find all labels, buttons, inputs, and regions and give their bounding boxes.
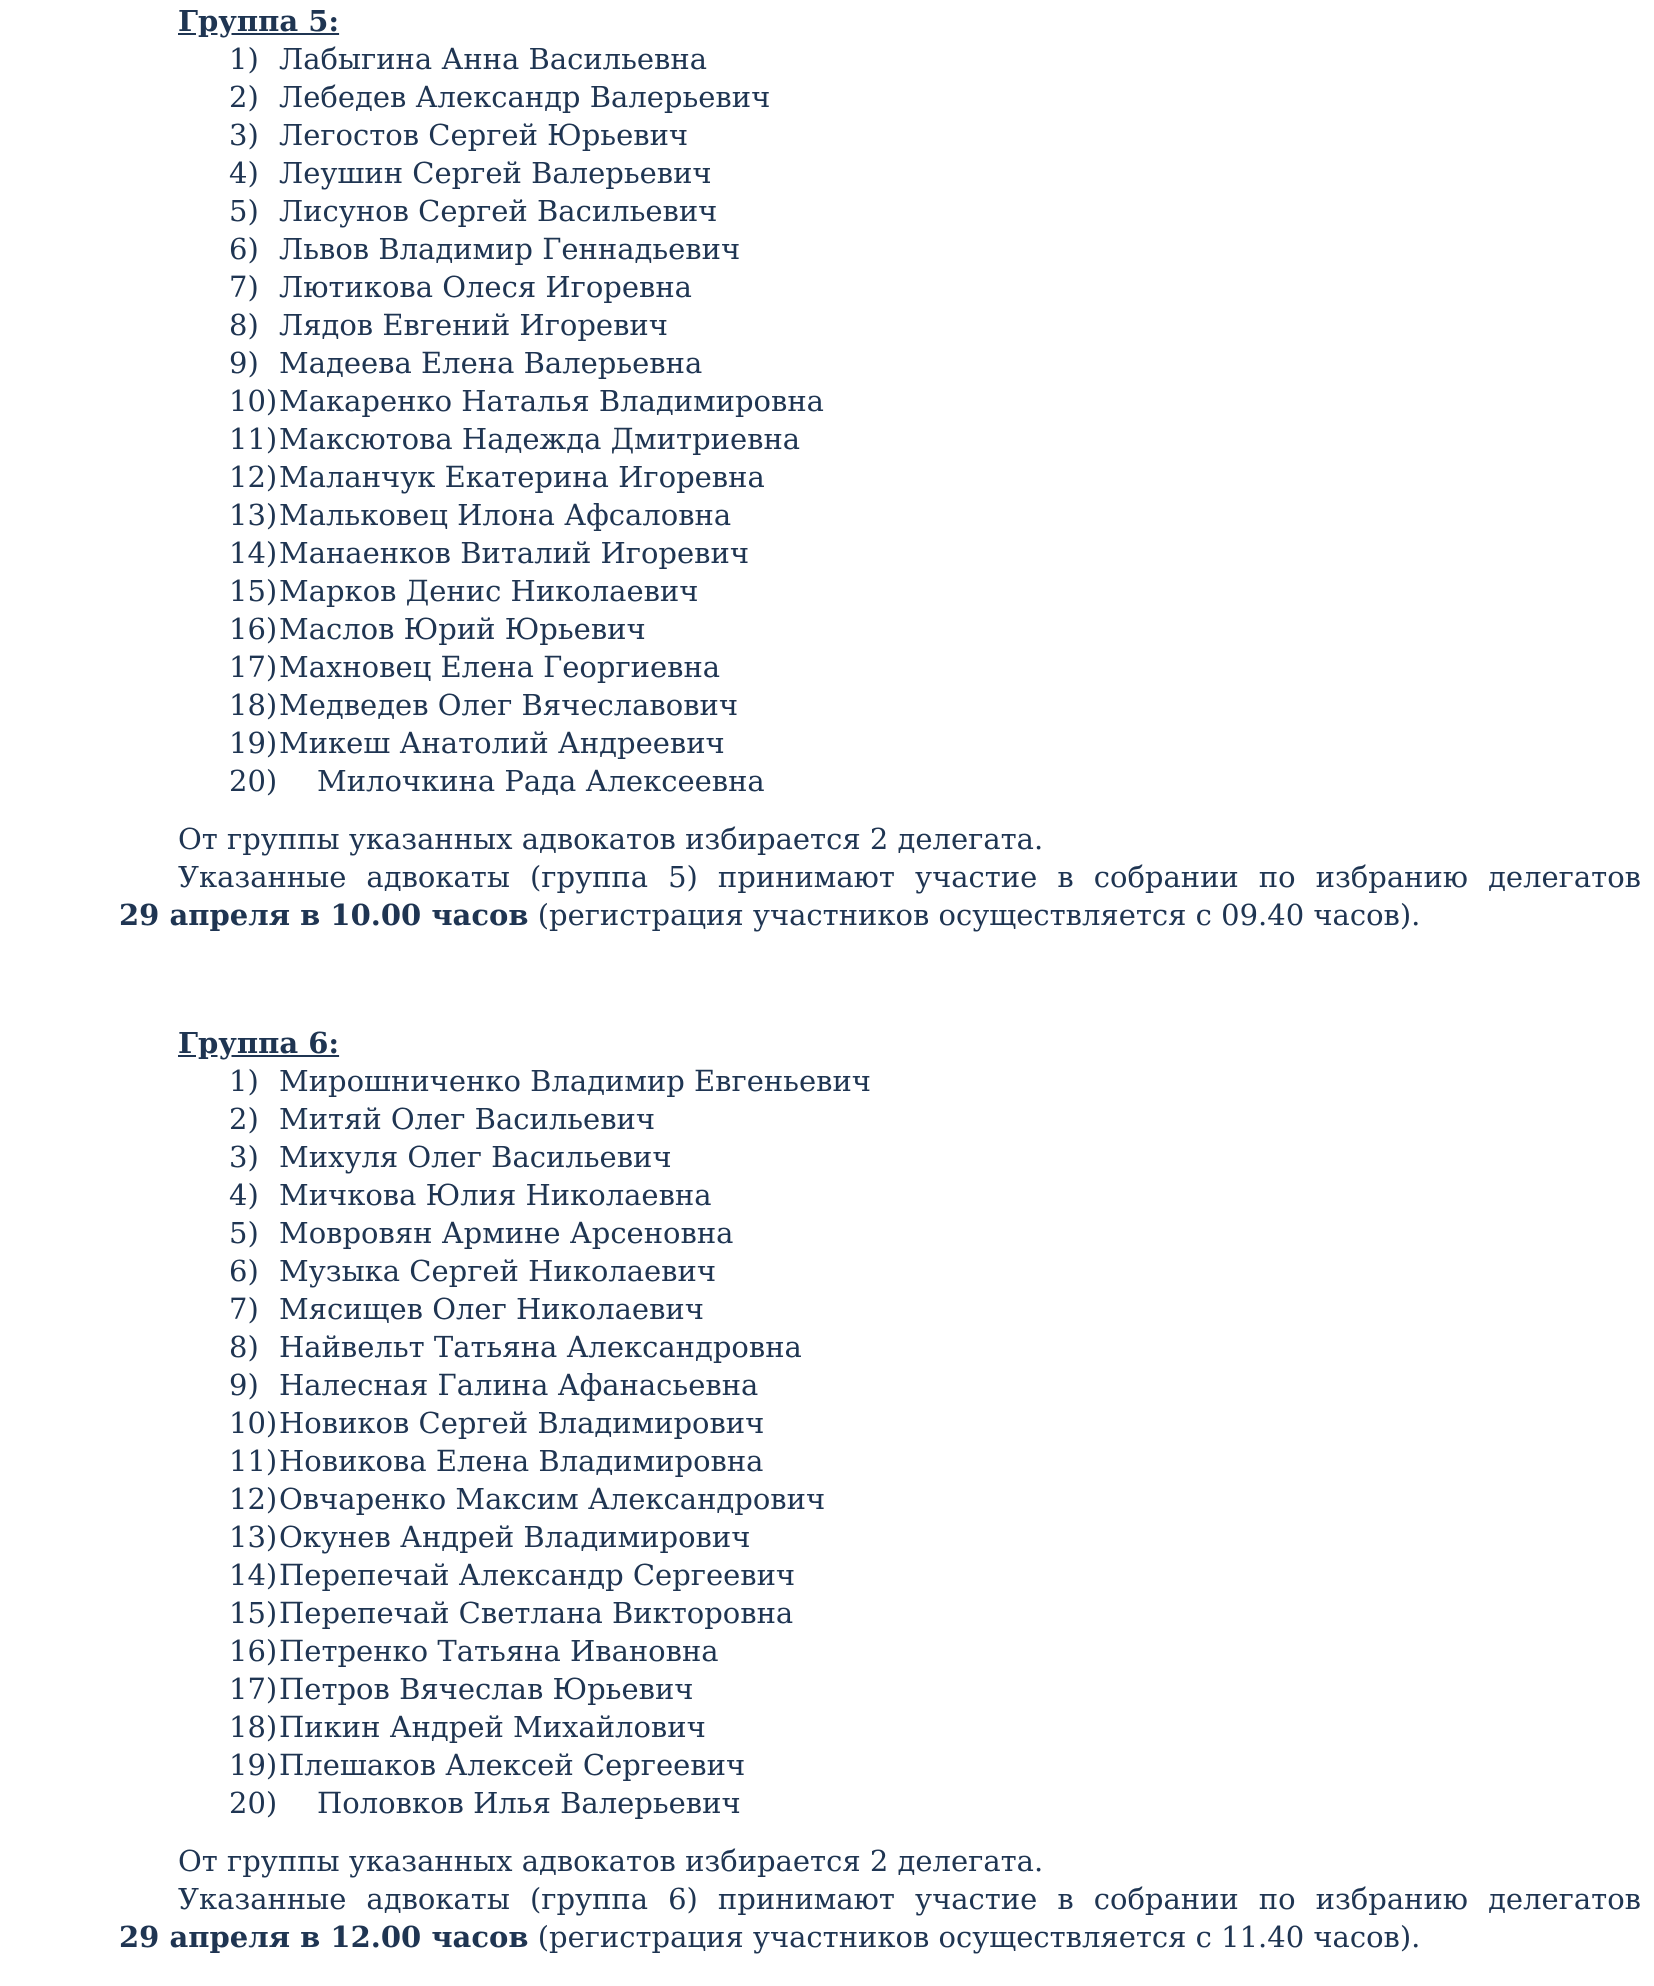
list-item [0, 154, 1654, 192]
list-item [0, 1708, 1654, 1746]
list-item-name: Лютикова Олеся Игоревна [279, 270, 692, 304]
list-item-name: Пикин Андрей Михайлович [279, 1710, 706, 1744]
registration-info: (регистрация участников осуществляется с 11.40 часов). [528, 1920, 1421, 1954]
list-item-number: 20) [229, 1786, 278, 1820]
list-item [0, 1138, 1654, 1176]
list-item [0, 1746, 1654, 1784]
registration-info: (регистрация участников осуществляется с 09.40 часов). [528, 898, 1421, 932]
list-item-name: Петров Вячеслав Юрьевич [279, 1672, 694, 1706]
member-list [0, 40, 1654, 800]
list-item-number: 16) [229, 1634, 278, 1668]
list-item-name: Новикова Елена Владимировна [279, 1444, 764, 1478]
list-item-name: Маланчук Екатерина Игоревна [279, 460, 765, 494]
meeting-info [119, 1880, 1641, 1956]
list-item-number: 6) [229, 1254, 259, 1288]
list-item-name: Манаенков Виталий Игоревич [279, 536, 749, 570]
list-item-number: 11) [229, 422, 278, 456]
list-item-name: Микеш Анатолий Андреевич [279, 726, 725, 760]
list-item-number: 1) [229, 1064, 259, 1098]
list-item-number: 15) [229, 574, 278, 608]
list-item [0, 1252, 1654, 1290]
meeting-date: 29 апреля в 12.00 часов [119, 1920, 529, 1954]
list-item [0, 40, 1654, 78]
list-item [0, 724, 1654, 762]
list-item-number: 7) [229, 270, 259, 304]
list-item-name: Мадеева Елена Валерьевна [279, 346, 703, 380]
list-item-name: Мясищев Олег Николаевич [279, 1292, 704, 1326]
list-item [0, 686, 1654, 724]
list-item-number: 13) [229, 498, 278, 532]
list-item-number: 4) [229, 1178, 259, 1212]
meeting-info-line [119, 896, 1641, 934]
list-item-name: Музыка Сергей Николаевич [279, 1254, 717, 1288]
meeting-info-line: Указанные адвокаты (группа 5) принимают участие в собрании по избранию делегатов [178, 860, 1641, 894]
list-item-number: 10) [229, 384, 278, 418]
list-item [0, 230, 1654, 268]
list-item-name: Лядов Евгений Игоревич [279, 308, 668, 342]
group-heading: Группа 5: [178, 4, 340, 38]
list-item [0, 192, 1654, 230]
list-item-name: Макаренко Наталья Владимировна [279, 384, 824, 418]
list-item [0, 382, 1654, 420]
list-item [0, 1670, 1654, 1708]
list-item-name: Мовровян Армине Арсеновна [279, 1216, 734, 1250]
list-item-number: 15) [229, 1596, 278, 1630]
list-item-number: 17) [229, 1672, 278, 1706]
list-item-name: Плешаков Алексей Сергеевич [279, 1748, 746, 1782]
list-item [0, 458, 1654, 496]
meeting-info [119, 858, 1641, 934]
list-item-name: Мирошниченко Владимир Евгеньевич [279, 1064, 871, 1098]
list-item [0, 1062, 1654, 1100]
list-item-number: 7) [229, 1292, 259, 1326]
meeting-info-line: Указанные адвокаты (группа 6) принимают участие в собрании по избранию делегатов [178, 1882, 1641, 1916]
list-item-name: Леушин Сергей Валерьевич [279, 156, 712, 190]
list-item-number: 10) [229, 1406, 278, 1440]
list-item [0, 1556, 1654, 1594]
list-item-name: Михуля Олег Васильевич [279, 1140, 672, 1174]
list-item-number: 14) [229, 536, 278, 570]
list-item [0, 1176, 1654, 1214]
list-item-number: 18) [229, 688, 278, 722]
list-item-number: 9) [229, 1368, 259, 1402]
list-item [0, 1784, 1654, 1822]
list-item-number: 3) [229, 118, 259, 152]
list-item [0, 572, 1654, 610]
list-item-name: Окунев Андрей Владимирович [279, 1520, 751, 1554]
list-item [0, 610, 1654, 648]
list-item-name: Овчаренко Максим Александрович [279, 1482, 826, 1516]
list-item [0, 1594, 1654, 1632]
list-item-name: Новиков Сергей Владимирович [279, 1406, 765, 1440]
list-item-name: Налесная Галина Афанасьевна [279, 1368, 759, 1402]
list-item-number: 14) [229, 1558, 278, 1592]
list-item [0, 116, 1654, 154]
list-item [0, 496, 1654, 534]
meeting-date: 29 апреля в 10.00 часов [119, 898, 529, 932]
list-item [0, 1366, 1654, 1404]
list-item-number: 3) [229, 1140, 259, 1174]
list-item-name: Лебедев Александр Валерьевич [279, 80, 771, 114]
list-item-number: 12) [229, 460, 278, 494]
list-item-number: 20) [229, 764, 278, 798]
list-item [0, 648, 1654, 686]
list-item-number: 2) [229, 80, 259, 114]
list-item [0, 1442, 1654, 1480]
list-item-number: 12) [229, 1482, 278, 1516]
group-heading: Группа 6: [178, 1026, 340, 1060]
list-item-name: Мальковец Илона Афсаловна [279, 498, 732, 532]
list-item-name: Максютова Надежда Дмитриевна [279, 422, 801, 456]
list-item-number: 13) [229, 1520, 278, 1554]
delegates-note: От группы указанных адвокатов избирается 2 делегата. [178, 1844, 1044, 1878]
list-item-number: 18) [229, 1710, 278, 1744]
list-item-name: Перепечай Александр Сергеевич [279, 1558, 796, 1592]
list-item-name: Маслов Юрий Юрьевич [279, 612, 646, 646]
list-item [0, 762, 1654, 800]
list-item [0, 78, 1654, 116]
list-item-number: 19) [229, 1748, 278, 1782]
list-item-name: Митяй Олег Васильевич [279, 1102, 656, 1136]
list-item-number: 1) [229, 42, 259, 76]
list-item-name: Лабыгина Анна Васильевна [279, 42, 708, 76]
list-item [0, 306, 1654, 344]
delegates-note: От группы указанных адвокатов избирается 2 делегата. [178, 822, 1044, 856]
list-item-name: Марков Денис Николаевич [279, 574, 699, 608]
list-item-name: Легостов Сергей Юрьевич [279, 118, 689, 152]
meeting-info-line [119, 1918, 1641, 1956]
list-item-number: 11) [229, 1444, 278, 1478]
list-item [0, 1100, 1654, 1138]
list-item [0, 344, 1654, 382]
list-item-name: Махновец Елена Георгиевна [279, 650, 721, 684]
member-list [0, 1062, 1654, 1822]
list-item-number: 2) [229, 1102, 259, 1136]
list-item-name: Львов Владимир Геннадьевич [279, 232, 741, 266]
list-item-name: Найвельт Татьяна Александровна [279, 1330, 802, 1364]
list-item-number: 16) [229, 612, 278, 646]
list-item-name: Мичкова Юлия Николаевна [279, 1178, 712, 1212]
list-item-number: 5) [229, 1216, 259, 1250]
list-item-number: 4) [229, 156, 259, 190]
list-item-name: Петренко Татьяна Ивановна [279, 1634, 719, 1668]
list-item-number: 8) [229, 1330, 259, 1364]
list-item [0, 1328, 1654, 1366]
list-item-name: Половков Илья Валерьевич [317, 1786, 741, 1820]
list-item-number: 17) [229, 650, 278, 684]
list-item-number: 8) [229, 308, 259, 342]
list-item [0, 1480, 1654, 1518]
list-item [0, 420, 1654, 458]
list-item-name: Медведев Олег Вячеславович [279, 688, 739, 722]
list-item [0, 534, 1654, 572]
list-item-name: Милочкина Рада Алексеевна [317, 764, 765, 798]
list-item-number: 19) [229, 726, 278, 760]
list-item-number: 9) [229, 346, 259, 380]
list-item [0, 268, 1654, 306]
list-item-name: Лисунов Сергей Васильевич [279, 194, 718, 228]
list-item-number: 6) [229, 232, 259, 266]
list-item [0, 1518, 1654, 1556]
list-item-name: Перепечай Светлана Викторовна [279, 1596, 794, 1630]
list-item-number: 5) [229, 194, 259, 228]
list-item [0, 1404, 1654, 1442]
list-item [0, 1214, 1654, 1252]
list-item [0, 1632, 1654, 1670]
list-item [0, 1290, 1654, 1328]
